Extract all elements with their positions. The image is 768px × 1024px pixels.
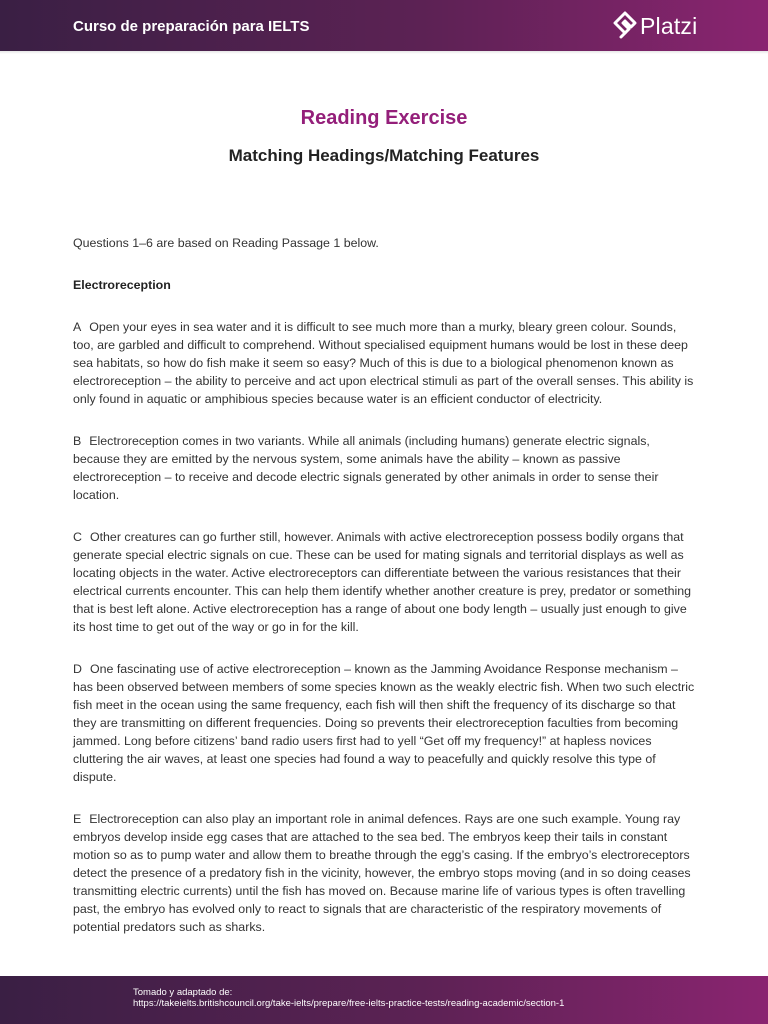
paragraph-text: Other creatures can go further still, however. Animals with active electroreception possess bodily organs that generate special electric signals on cue. These can be used for mating signals and territorial displays as well as locating objects in the water. Active electroreceptors can differentiate between the various resistances that their electrical currents encounter. This can help them identify whether another creature is prey, predator or something that is best left alone. Active electroreception has a range of about one body length – usually just enough to give its host time to get out of the way or go in for the kill. [73,530,692,634]
paragraph-text: One fascinating use of active electroreception – known as the Jamming Avoidance Response mechanism – has been observed between members of some species known as the weakly electric fish. When two such electric fish meet in the ocean using the same frequency, each fish will then shift the frequency of its discharge so that they are transmitting on different frequencies. Doing so prevents their electroreception faculties from becoming jammed. Long before citizens’ band radio users first had to yell “Get off my frequency!” at hapless novices cluttering the air waves, at least one species had found a way to peacefully and quickly resolve this type of dispute. [73,662,695,784]
platzi-logo-text: Platzi [640,13,698,39]
paragraph-a [73,318,698,408]
questions-intro: Questions 1–6 are based on Reading Passage 1 below. [73,236,379,250]
paragraph-letter: C [73,530,82,544]
source-label: Tomado y adaptado de: [133,987,233,998]
paragraph-e [73,810,698,936]
page-footer [0,976,768,1024]
passage-title: Electroreception [73,278,171,292]
paragraph-b [73,432,698,504]
paragraph-letter: D [73,662,82,676]
document-body [73,234,698,936]
paragraph-c [73,528,698,636]
paragraph-letter: E [73,812,82,826]
paragraph-letter: A [73,320,82,334]
document-subtitle: Matching Headings/Matching Features [228,146,540,165]
header-shadow [0,51,768,54]
source-link[interactable]: https://takeielts.britishcouncil.org/take-ielts/prepare/free-ielts-practice-tests/reading-academic/section-1 [133,998,565,1009]
paragraph-d [73,660,698,786]
page-header [0,0,768,51]
paragraph-text: Electroreception comes in two variants. While all animals (including humans) generate electric signals, because they are emitted by the nervous system, some animals have the ability – known as passive electroreception – to receive and decode electric signals generated by other animals in order to sense their location. [73,434,659,502]
document-title: Reading Exercise [300,107,468,129]
paragraph-text: Electroreception can also play an important role in animal defences. Rays are one such example. Young ray embryos develop inside egg cases that are attached to the sea bed. The embryos keep their tails in constant motion so as to pump water and allow them to breathe through the egg’s casing. If the embryo’s electroreceptors detect the presence of a predatory fish in the vicinity, however, the embryo stops moving (and in so doing ceases transmitting electric currents) until the fish has moved on. Because marine life of various types is often travelling past, the embryo has evolved only to react to signals that are characteristic of the respiratory movements of potential predators such as sharks. [73,812,691,934]
platzi-logo-icon [612,11,638,41]
platzi-logo[interactable] [612,11,697,41]
source-attribution [133,987,564,1009]
paragraph-letter: B [73,434,82,448]
course-title: Curso de preparación para IELTS [73,18,310,35]
paragraph-text: Open your eyes in sea water and it is difficult to see much more than a murky, bleary green colour. Sounds, too, are garbled and difficult to comprehend. Without specialised equipment humans would be lost in these deep sea habitats, so how do fish make it seem so easy? Much of this is due to a biological phenomenon known as electroreception – the ability to perceive and act upon electrical stimuli as part of the overall senses. This ability is only found in aquatic or amphibious species because water is an efficient conductor of electricity. [73,320,694,406]
